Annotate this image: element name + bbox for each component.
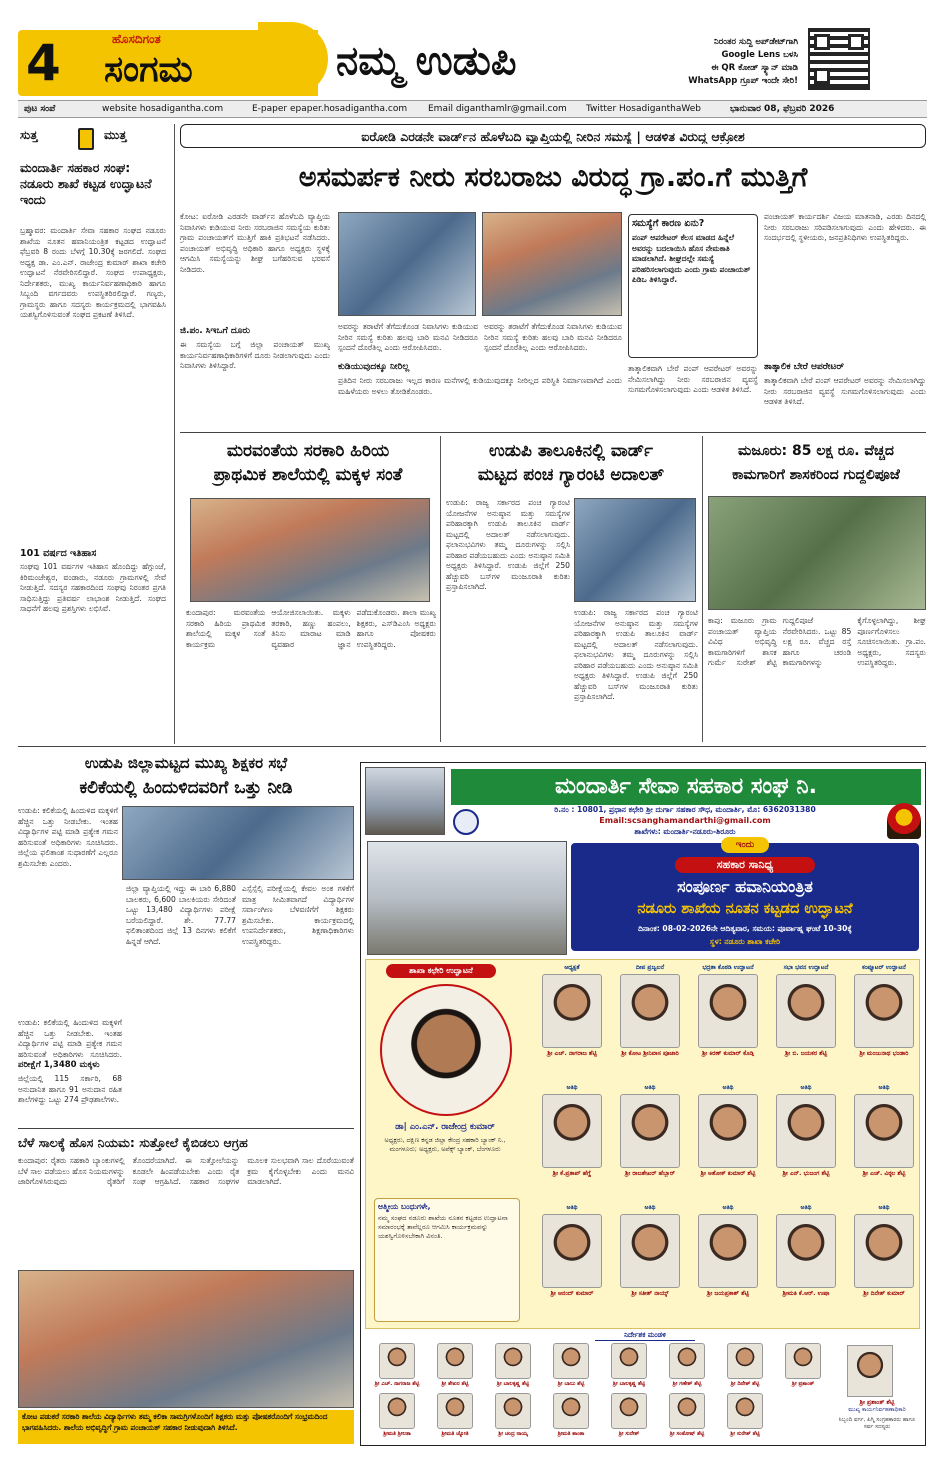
ad-board-name: ಶ್ರೀ ಬಾಬು ಶೆಟ್ಟಿ (557, 1381, 585, 1387)
qr-line-1: ನಿರಂತರ ಸುದ್ದಿ ಅಪ್‌ಡೇಟ್‌ಗಾಗಿ (714, 37, 798, 47)
school-headline-2: ಪ್ರಾಥಮಿಕ ಶಾಲೆಯಲ್ಲಿ ಮಕ್ಕಳ ಸಂತೆ (213, 465, 403, 485)
masthead (18, 22, 927, 100)
ad-guest (772, 964, 840, 1057)
ad-building-photo (365, 767, 445, 835)
ad-guest-photo (542, 1094, 602, 1168)
divider-mid-1 (440, 436, 441, 742)
ad-guest-photo (776, 1094, 836, 1168)
ad-guest-photo (542, 974, 602, 1048)
divider-left (174, 124, 175, 744)
top-subhead-right: ತಾತ್ಕಾಲಿಕ ಬೇರೆ ಆಪರೇಟರ್ (764, 362, 844, 372)
crop-body: ಕುಂದಾಪುರ: ರೈತರು ಸಹಕಾರಿ ಬ್ಯಾಂಕುಗಳಲ್ಲಿ ಬೆಳೆ ಸಾಲ ಪಡೆಯಲು ಹೊಸ ನಿಯಮಗಳನ್ನು ಜಾರಿಗೊಳಿಸಿರುವುದು ರೈತರಿಗೆ ತೊಂದರೆಯಾಗಿದೆ. ಈ ಸುತ್ತೋಲೆಯನ್ನು ಕೂಡಲೇ ಹಿಂಪಡೆಯಬೇಕು ಎಂದು ರೈತ ಸಂಘ ಆಗ್ರಹಿಸಿದೆ. ಸಹಕಾರ ಸಂಘಗಳ ಮೂಲಕ ಸುಲಭವಾಗಿ ಸಾಲ ದೊರೆಯುವಂತೆ ಕ್ರಮ ಕೈಗೊಳ್ಳಬೇಕು ಎಂದು ಮನವಿ ಮಾಡಲಾಗಿದೆ. (18, 1156, 354, 1186)
ad-guest-role: ಅತಿಥಿ (878, 1204, 890, 1211)
ad-guest-name: ಶ್ರೀ ಕೋಟ ಶ್ರೀನಿವಾಸ ಪೂಜಾರಿ (621, 1050, 679, 1057)
ad-branches: ಶಾಖೆಗಳು: ಮಂದಾರ್ತಿ-ನಡೂರು-ಶಿರೂರು (634, 827, 736, 836)
ad-ceo-name: ಶ್ರೀ ಪ್ರಶಾಂತ್ ಶೆಟ್ಟಿ (859, 1399, 895, 1406)
works-headline-1: ಮಜೂರು: 85 ಲಕ್ಷ ರೂ. ವೆಚ್ಚದ (738, 443, 894, 459)
works-photo (708, 496, 926, 610)
divider-mid-stories (18, 746, 926, 747)
ad-board-member (485, 1343, 541, 1388)
ad-guest-role: ಭದ್ರತಾ ಕೊಠಡಿ ಉದ್ಘಾಟನೆ (702, 964, 754, 971)
ad-board-photo (495, 1343, 531, 1379)
left-column (18, 124, 168, 744)
crop-caption: ಕೋಟ ಪಡುಕರೆ ಸರಕಾರಿ ಶಾಲೆಯ ವಿದ್ಯಾರ್ಥಿಗಳು ತಮ್ಮ ಕಲಿಕಾ ಸಾಮಗ್ರಿಗಳೊಂದಿಗೆ ಶಿಕ್ಷಕರು ಮತ್ತು ಪೋಷಕರೊಂದಿಗೆ ಸಂಭ್ರಮದಿಂದ ಭಾಗವಹಿಸಿದರು. ಶಾಲೆಯ ಅಭಿವೃದ್ಧಿಗೆ ಗ್ರಾಮ ಪಂಚಾಯತ್ ಸಹಕಾರ ನೀಡುವುದಾಗಿ ತಿಳಿಸಿದೆ. (18, 1410, 354, 1444)
divider-mid-2 (702, 436, 703, 742)
crop-headline: ಬೆಳೆ ಸಾಲಕ್ಕೆ ಹೊಸ ನಿಯಮ: ಸುತ್ತೋಲೆ ಕೈಬಿಡಲು ಆಗ್ರಹ (18, 1135, 248, 1150)
ad-guest-role: ಅತಿಥಿ (644, 1084, 656, 1091)
ad-board-name: ಶ್ರೀಮತಿ ಶಾಂತಾ (557, 1431, 585, 1437)
teachers-body: ಉಡುಪಿ: ಕಲಿಕೆಯಲ್ಲಿ ಹಿಂದುಳಿದ ಮಕ್ಕಳಿಗೆ ಹೆಚ್ಚಿನ ಒತ್ತು ನೀಡಬೇಕು. ಇಂತಹ ವಿದ್ಯಾರ್ಥಿಗಳ ಪಟ್ಟಿ ಮಾಡಿ ಪ್ರತ್ಯೇಕ ಗಮನ ಹರಿಸುವಂತೆ ಅಧಿಕಾರಿಗಳು ಸೂಚಿಸಿದರು. ಜಿಲ್ಲೆಯ ಫಲಿತಾಂಶ ಸುಧಾರಣೆಗೆ ಎಲ್ಲರೂ ಶ್ರಮಿಸಬೇಕು ಎಂದರು. (18, 806, 118, 868)
qr-line-3: ಈ QR ಕೋಡ್ ಸ್ಕ್ಯಾನ್ ಮಾಡಿ (711, 63, 798, 73)
ad-guest (694, 1204, 762, 1297)
ad-guest-role: ದೀಪ ಪ್ರಜ್ವಲನೆ (635, 964, 665, 971)
ad-guest-name: ಶ್ರೀ ಅಶೋಕ್ ಕುಮಾರ್ ಶೆಟ್ಟಿ (700, 1170, 756, 1177)
ad-guest-name: ಶ್ರೀ ಎನ್. ಭುಜಂಗ ಶೆಟ್ಟಿ (782, 1170, 830, 1177)
ad-header (361, 763, 924, 839)
ad-guest-photo (698, 1214, 758, 1288)
column-label-a: ಸುತ್ತ (20, 128, 38, 142)
ad-guest-photo (698, 974, 758, 1048)
page-number: 4 (26, 34, 61, 92)
ad-board-member (601, 1393, 657, 1438)
brand-small: ಹೊಸದಿಗಂತ (112, 32, 161, 46)
ad-guest-role: ಅತಿಥಿ (800, 1084, 812, 1091)
qr-line-2: Google Lens ಬಳಸಿ (721, 50, 798, 60)
info-twitter[interactable]: Twitter HosadiganthaWeb (586, 104, 702, 114)
ad-board-member (369, 1343, 425, 1388)
divider-top-story (180, 432, 926, 433)
brand-big: ಸಂಗಮ (104, 49, 193, 90)
ad-board-photo (727, 1343, 763, 1379)
ad-guest-photo (854, 1214, 914, 1288)
ad-guest-name: ಶ್ರೀ ಬಿ. ಜಯಕರ ಶೆಟ್ಟಿ (784, 1050, 828, 1057)
left-body-2: ಸಂಘವು 101 ವರ್ಷಗಳ ಇತಿಹಾಸ ಹೊಂದಿದ್ದು ಹೆಗ್ಗುಂಜೆ, ಕಿರಿಮಂಜೇಶ್ವರ, ವಂಡಾರು, ನಡೂರು ಗ್ರಾಮಗಳಲ್ಲಿ ಸೇವೆ ನೀಡುತ್ತಿದೆ. ಸದಸ್ಯರ ಸಹಕಾರದಿಂದ ಸಂಘವು ನಿರಂತರ ಪ್ರಗತಿ ಸಾಧಿಸುತ್ತಿದ್ದು ಪ್ರತಿವರ್ಷ ಲಾಭಾಂಶ ನೀಡುತ್ತಿದೆ. ಸಂಘದ ಸಾಧನೆಗೆ ಹಲವು ಪ್ರಶಸ್ತಿಗಳು ಲಭಿಸಿವೆ. (20, 562, 166, 613)
ad-guest-role: ಅತಿಥಿ (722, 1204, 734, 1211)
ad-board-name: ಶ್ರೀ ಬಾಲಕೃಷ್ಣ ಶೆಟ್ಟಿ (612, 1381, 646, 1387)
top-body-mid: ಅವರನ್ನು ತರಾಟೆಗೆ ತೆಗೆದುಕೊಂಡ ನಿವಾಸಿಗಳು ಕುಡಿಯುವ ನೀರಿನ ಸಮಸ್ಯೆ ಕುರಿತು ಹಲವು ಬಾರಿ ಮನವಿ ನೀಡಿದರೂ ಸ್ಪಂದನೆ ದೊರೆತಿಲ್ಲ ಎಂದು ಆರೋಪಿಸಿದರು. (338, 322, 478, 352)
ad-board-grid (365, 1343, 835, 1443)
ad-board-name: ಶ್ರೀಮತಿ ಶ್ರೀಲತಾ (383, 1431, 411, 1437)
adalat-headline-1: ಉಡುಪಿ ತಾಲೂಕಿನಲ್ಲಿ ವಾರ್ಡ್ (489, 441, 653, 461)
top-subhead-mid: ಕುಡಿಯುವುದಕ್ಕೂ ನೀರಿಲ್ಲ (338, 362, 410, 372)
ad-event-line-2: ನಡೂರು ಶಾಖೆಯ ನೂತನ ಕಟ್ಟಡದ ಉದ್ಘಾಟನೆ (637, 901, 853, 917)
top-byline: ಜಿ.ಪಂ. ಸಿಇಒಗೆ ದೂರು (180, 326, 330, 336)
school-headline-1: ಮರವಂತೆಯ ಸರಕಾರಿ ಹಿರಿಯ (226, 441, 390, 461)
ad-guest-name: ಶ್ರೀ ಜಯಪ್ರಕಾಶ್ ಶೆಟ್ಟಿ (707, 1290, 749, 1297)
ad-guest-role: ಅಧ್ಯಕ್ಷತೆ (564, 964, 580, 971)
ad-board-photo (669, 1393, 705, 1429)
ad-title: ಮಂದಾರ್ತಿ ಸೇವಾ ಸಹಕಾರ ಸಂಘ ನಿ. (451, 769, 921, 805)
ad-guest (694, 964, 762, 1057)
ad-board-member (543, 1343, 599, 1388)
qr-text (618, 36, 798, 88)
adalat-headline-2: ಮಟ್ಟದ ಪಂಚ ಗ್ಯಾರಂಟಿ ಅದಾಲತ್ (477, 465, 665, 485)
ad-board-name: ಶ್ರೀ ಬಾಲಕೃಷ್ಣ ಶೆಟ್ಟಿ (496, 1381, 530, 1387)
ad-board-photo (611, 1393, 647, 1429)
ad-chief-name: ಡಾ| ಎಂ.ಎನ್. ರಾಜೇಂದ್ರ ಕುಮಾರ್ (395, 1122, 495, 1132)
ad-building-render (367, 841, 567, 955)
left-headline: ಮಂದಾರ್ತಿ ಸಹಕಾರ ಸಂಘ: ನಡೂರು ಶಾಖೆ ಕಟ್ಟಡ ಉದ್ಘಾಟನೆ ಇಂದು (20, 160, 152, 207)
top-kicker-text: ಐರೋಡಿ ಎರಡನೇ ವಾರ್ಡ್‌ನ ಹೊಳೆಬದಿ ವ್ಯಾಪ್ತಿಯಲ್ಲಿ ನೀರಿನ ಸಮಸ್ಯೆ | ಆಡಳಿತ ವಿರುದ್ಧ ಆಕ್ರೋಶ (361, 129, 745, 144)
ad-board-photo (669, 1343, 705, 1379)
top-body-mid-3: ಅವರನ್ನು ತರಾಟೆಗೆ ತೆಗೆದುಕೊಂಡ ನಿವಾಸಿಗಳು ಕುಡಿಯುವ ನೀರಿನ ಸಮಸ್ಯೆ ಕುರಿತು ಹಲವು ಬಾರಿ ಮನವಿ ನೀಡಿದರೂ ಸ್ಪಂದನೆ ದೊರೆತಿಲ್ಲ ಎಂದು ಆರೋಪಿಸಿದರು. (484, 322, 622, 352)
ad-guest-role: ಅತಿಥಿ (800, 1204, 812, 1211)
ad-guest-photo (620, 1214, 680, 1288)
ad-guest-role: ಅತಿಥಿ (722, 1084, 734, 1091)
column-label (20, 128, 166, 154)
top-body-right-lower: ತಾತ್ಕಾಲಿಕವಾಗಿ ಬೇರೆ ಪಂಪ್ ಆಪರೇಟರ್ ಅವರನ್ನು ನೇಮಿಸಲಾಗಿದ್ದು ನೀರು ಸರಬರಾಜಿನ ವ್ಯವಸ್ಥೆ ಸುಗಮಗೊಳಿಸಲಾಗುವುದು ಎಂದು ಆಡಳಿತ ತಿಳಿಸಿದೆ. (628, 364, 758, 394)
ad-board-member (369, 1393, 425, 1438)
ad-staff-note: ಸಿಬ್ಬಂದಿ ವರ್ಗ, ಪಿಗ್ಮಿ ಸಂಗ್ರಹಕಾರರು ಹಾಗೂ ಸರ್ವ ಸದಸ್ಯರು (838, 1417, 916, 1430)
column-label-b: ಮುತ್ತ (104, 128, 127, 142)
ad-guest (772, 1204, 840, 1297)
ad-board-name: ಶ್ರೀ ಸಂತೋಷ್ ಶೆಟ್ಟಿ (669, 1431, 705, 1437)
ad-board-photo (437, 1343, 473, 1379)
ad-guest (538, 964, 606, 1057)
adalat-body-2: ಉಡುಪಿ: ರಾಜ್ಯ ಸರ್ಕಾರದ ಪಂಚ ಗ್ಯಾರಂಟಿ ಯೋಜನೆಗಳ ಅನುಷ್ಠಾನ ಮತ್ತು ಸಮಸ್ಯೆಗಳ ಪರಿಹಾರಕ್ಕಾಗಿ ಉಡುಪಿ ತಾಲೂಕಿನ ವಾರ್ಡ್ ಮಟ್ಟದಲ್ಲಿ ಅದಾಲತ್ ನಡೆಸಲಾಗುವುದು. ಫಲಾನುಭವಿಗಳು ತಮ್ಮ ದೂರುಗಳನ್ನು ಸಲ್ಲಿಸಿ ಪರಿಹಾರ ಪಡೆಯಬಹುದು ಎಂದು ಅನುಷ್ಠಾನ ಸಮಿತಿ ಅಧ್ಯಕ್ಷರು ತಿಳಿಸಿದ್ದಾರೆ. ಉಡುಪಿ ಜಿಲ್ಲೆಗೆ 250 ಹೆಚ್ಚುವರಿ ಬಸ್‌ಗಳ ಮಂಜೂರಾತಿ ಕುರಿತು ಪ್ರಸ್ತಾಪಿಸಲಾಗಿದೆ. (574, 608, 698, 701)
ad-guest (538, 1204, 606, 1297)
info-bar (18, 100, 927, 118)
ad-board-name: ಶ್ರೀಮತಿ ಜ್ಯೋತಿ (441, 1431, 469, 1437)
ad-board-member (775, 1343, 831, 1388)
ad-notice (374, 1198, 520, 1322)
ad-today: ಇಂದು (721, 837, 769, 853)
ad-guest (772, 1084, 840, 1177)
left-body: ಬ್ರಹ್ಮಾವರ: ಮಂದಾರ್ತಿ ಸೇವಾ ಸಹಕಾರ ಸಂಘದ ನಡೂರು ಶಾಖೆಯ ನೂತನ ಹವಾನಿಯಂತ್ರಿತ ಕಟ್ಟಡದ ಉದ್ಘಾಟನೆ ಫೆಬ್ರವರಿ 8 ರಂದು ಬೆಳಗ್ಗೆ 10.30ಕ್ಕೆ ಜರಗಲಿದೆ. ಸಂಘದ ಅಧ್ಯಕ್ಷ ಡಾ. ಎಂ.ಎನ್. ರಾಜೇಂದ್ರ ಕುಮಾರ್ ಶಾಖಾ ಕಚೇರಿ ಉದ್ಘಾಟನೆ ನೆರವೇರಿಸಲಿದ್ದಾರೆ. ಸಂಘದ ಉಪಾಧ್ಯಕ್ಷರು, ನಿರ್ದೇಶಕರು, ಮುಖ್ಯ ಕಾರ್ಯನಿರ್ವಹಣಾಧಿಕಾರಿ ಹಾಗೂ ಸಿಬ್ಬಂದಿ ವರ್ಗದವರು ಉಪಸ್ಥಿತರಿರಲಿದ್ದಾರೆ. ಗಣ್ಯರು, ಗ್ರಾಮಸ್ಥರು ಹಾಗೂ ಸದಸ್ಯರು ಕಾರ್ಯಕ್ರಮದಲ್ಲಿ ಭಾಗವಹಿಸಿ ಯಶಸ್ವಿಗೊಳಿಸುವಂತೆ ಸಂಘದ ಪ್ರಕಟಣೆ ತಿಳಿಸಿದೆ. (20, 226, 166, 319)
ad-notice-title: ಆತ್ಮೀಯ ಬಂಧುಗಳೇ, (378, 1202, 431, 1211)
teachers-photo (122, 806, 354, 880)
ad-guest-photo (776, 1214, 836, 1288)
teachers-body-4: ಎಸ್ಸೆಸ್ಸೆಲ್ಸಿ ಪರೀಕ್ಷೆಯಲ್ಲಿ ಕೇವಲ ಅಂಕ ಗಳಿಕೆಗೆ ಮಾತ್ರ ಸೀಮಿತವಾಗದೆ ವಿದ್ಯಾರ್ಥಿಗಳ ಸರ್ವಾಂಗೀಣ ಬೆಳವಣಿಗೆಗೆ ಶಿಕ್ಷಕರು ಶ್ರಮಿಸಬೇಕು. ಕಾರ್ಯಕ್ರಮದಲ್ಲಿ ಉಪನಿರ್ದೇಶಕರು, ಶಿಕ್ಷಣಾಧಿಕಾರಿಗಳು ಉಪಸ್ಥಿತರಿದ್ದರು. (242, 884, 354, 946)
ad-board-photo (437, 1393, 473, 1429)
divider-teachers (18, 1128, 354, 1129)
ad-guest-name: ಶ್ರೀ ಮಂಜುನಾಥ ಭಂಡಾರಿ (859, 1050, 909, 1057)
ad-board-area (365, 1331, 920, 1443)
ad-board-member (717, 1393, 773, 1438)
ad-guest-photo (854, 1094, 914, 1168)
adalat-photo (574, 498, 696, 602)
ad-board-photo (785, 1343, 821, 1379)
ad-board-member (717, 1343, 773, 1388)
ad-guest-name: ಶ್ರೀ ಕೆ.ಪ್ರತಾಪ್ ಹೆಗ್ಡೆ (552, 1170, 592, 1177)
ad-reg-line: ರಿ.ನಂ : 10801, ಪ್ರಧಾನ ಕಛೇರಿ ಶ್ರೀ ದುರ್ಗಾ ಸಹಕಾರ ಸೌಧ, ಮಂದಾರ್ತಿ, ಮೊ: 6362031380 (554, 805, 816, 814)
info-email[interactable]: Email diganthamlr@gmail.com (428, 104, 567, 114)
info-website[interactable]: website hosadigantha.com (102, 104, 224, 114)
ad-guest (616, 1084, 684, 1177)
ad-board-name: ಶ್ರೀ ಗಣೇಶ್ ಶೆಟ್ಟಿ (672, 1381, 702, 1387)
ad-guest-photo (620, 974, 680, 1048)
ad-guest-role: ಸಭಾ ಭವನ ಉದ್ಘಾಟನೆ (783, 964, 829, 971)
ad-guest (850, 964, 918, 1057)
ad-guest-name: ಶ್ರೀ ಎಚ್. ನಾಗರಾಜ ಶೆಟ್ಟಿ (547, 1050, 597, 1057)
ad-board-name: ಶ್ರೀ ಚಂದ್ರ ನಾಯ್ಕ (498, 1431, 528, 1437)
school-body: ಕುಂದಾಪುರ: ಮರವಂತೆಯ ಸರಕಾರಿ ಹಿರಿಯ ಪ್ರಾಥಮಿಕ ಶಾಲೆಯಲ್ಲಿ ಮಕ್ಕಳ ಸಂತೆ ಕಾರ್ಯಕ್ರಮ ಆಯೋಜಿಸಲಾಯಿತು. ಮಕ್ಕಳು ತರಕಾರಿ, ಹಣ್ಣು ಹಂಪಲು, ತಿನಿಸು ಮಾರಾಟ ಮಾಡಿ ವ್ಯವಹಾರ ಜ್ಞಾನ ಪಡೆದುಕೊಂಡರು. ಶಾಲಾ ಮುಖ್ಯ ಶಿಕ್ಷಕರು, ಎಸ್‌ಡಿಎಂಸಿ ಅಧ್ಯಕ್ಷರು ಹಾಗೂ ಪೋಷಕರು ಉಪಸ್ಥಿತರಿದ್ದರು. (186, 608, 436, 649)
ad-board-photo (553, 1393, 589, 1429)
ad-guest (694, 1084, 762, 1177)
ad-email[interactable]: Email:scsanghamandarthi@gmail.com (599, 816, 771, 825)
top-body-mid-2: ಪ್ರತಿದಿನ ನೀರು ಸರಬರಾಜು ಇಲ್ಲದ ಕಾರಣ ಮನೆಗಳಲ್ಲಿ ಕುಡಿಯುವುದಕ್ಕೂ ನೀರಿಲ್ಲದ ಪರಿಸ್ಥಿತಿ ನಿರ್ಮಾಣವಾಗಿದೆ ಎಂದು ಮಹಿಳೆಯರು ಅಳಲು ತೋಡಿಕೊಂಡರು. (338, 376, 622, 396)
ad-board-member (485, 1393, 541, 1438)
problem-box-title: ಸಮಸ್ಯೆಗೆ ಕಾರಣ ಏನು? (632, 218, 705, 229)
ad-event-date: ದಿನಾಂಕ: 08-02-2026ನೇ ಆದಿತ್ಯವಾರ, ಸಮಯ: ಪೂರ್ವಾಹ್ನ ಘಂಟೆ 10-30ಕ್ಕೆ (638, 924, 852, 933)
top-body-left-2: ಈ ಸಮಸ್ಯೆಯ ಬಗ್ಗೆ ಜಿಲ್ಲಾ ಪಂಚಾಯತ್ ಮುಖ್ಯ ಕಾರ್ಯನಿರ್ವಹಣಾಧಿಕಾರಿಗಳಿಗೆ ದೂರು ನೀಡಲಾಗುವುದು ಎಂದು ನಿವಾಸಿಗಳು ತಿಳಿಸಿದ್ದಾರೆ. (180, 340, 330, 370)
ad-board-member (427, 1343, 483, 1388)
ad-board-photo (379, 1393, 415, 1429)
problem-box-body: ಪಂಪ್ ಆಪರೇಟರ್ ಕೆಲಸ ಮಾಡದ ಹಿನ್ನೆಲೆ ಅವರನ್ನು ಬದಲಾಯಿಸಿ ಹೊಸ ನೇಮಕಾತಿ ಮಾಡಲಾಗಿದೆ. ಶೀಘ್ರದಲ್ಲೇ ಸಮಸ್ಯೆ ಪರಿಹರಿಸಲಾಗುವುದು ಎಂದು ಗ್ರಾಮ ಪಂಚಾಯತ್ ಪಿಡಿಒ ತಿಳಿಸಿದ್ದಾರೆ. (632, 233, 751, 284)
ad-chief-photo (380, 984, 512, 1116)
ad-guest-photo (776, 974, 836, 1048)
top-body-right-2: ತಾತ್ಕಾಲಿಕವಾಗಿ ಬೇರೆ ಪಂಪ್ ಆಪರೇಟರ್ ಅವರನ್ನು ನೇಮಿಸಲಾಗಿದ್ದು ನೀರು ಸರಬರಾಜಿನ ವ್ಯವಸ್ಥೆ ಸುಗಮಗೊಳಿಸಲಾಗುವುದು ಎಂದು ಆಡಳಿತ ತಿಳಿಸಿದೆ. (764, 376, 926, 406)
crop-photo (18, 1270, 354, 1408)
ad-board-name: ಶ್ರೀ ಸುರೇಶ್ (618, 1431, 640, 1437)
ad-panel (360, 762, 926, 1446)
ad-board-photo (379, 1343, 415, 1379)
top-photo-left (338, 212, 476, 316)
ad-guest (616, 964, 684, 1057)
ad-board-member (659, 1343, 715, 1388)
ad-ceo-photo (847, 1345, 893, 1397)
qr-line-4: WhatsApp ಗ್ರೂಪ್ ಇಂದೇ ಸೇರಿ! (688, 76, 798, 86)
ad-guest-name: ಶ್ರೀಮತಿ ಕೆ.ಆರ್. ಉಷಾ (782, 1290, 830, 1297)
ad-board-photo (553, 1343, 589, 1379)
problem-box (628, 214, 758, 358)
ad-board-member (601, 1343, 657, 1388)
ad-guest-name: ಶ್ರೀ ಆನಂದ್ ಕುಮಾರ್ (550, 1290, 594, 1297)
ad-guest-role: ಅತಿಥಿ (644, 1204, 656, 1211)
ad-chief-desc: ಅಧ್ಯಕ್ಷರು, ದಕ್ಷಿಣ ಕನ್ನಡ ಜಿಲ್ಲಾ ಕೇಂದ್ರ ಸಹಕಾರಿ ಬ್ಯಾಂಕ್ ನಿ., ಮಂಗಳೂರು; ಅಧ್ಯಕ್ಷರು, ಅಪೆಕ್ಸ್ ಬ್ಯಾಂಕ್, ಬೆಂಗಳೂರು (384, 1136, 506, 1153)
ad-ceo-title: ಮುಖ್ಯ ಕಾರ್ಯನಿರ್ವಹಣಾಧಿಕಾರಿ (848, 1407, 906, 1413)
top-photo-right (482, 212, 622, 316)
ad-board-member (659, 1393, 715, 1438)
works-headline-2: ಕಾಮಗಾರಿಗೆ ಶಾಸಕರಿಂದ ಗುದ್ದಲಿಪೂಜೆ (732, 467, 900, 483)
info-epaper[interactable]: E-paper epaper.hosadigantha.com (252, 104, 408, 114)
teachers-subhead: ಪರೀಕ್ಷೆಗೆ 1,3480 ಮಕ್ಕಳು (18, 1060, 100, 1070)
ad-board-name: ಶ್ರೀ ಪ್ರಶಾಂತ್ (791, 1381, 815, 1387)
ad-board-member (427, 1393, 483, 1438)
ad-board-name: ಶ್ರೀ ದಿನೇಶ್ ಶೆಟ್ಟಿ (730, 1381, 760, 1387)
ad-emblem-icon (453, 809, 479, 835)
ad-event-sub: ಸ್ಥಳ: ನಡೂರು ಶಾಖಾ ಕಚೇರಿ (709, 937, 781, 946)
ad-guest-photo (542, 1214, 602, 1288)
teachers-headline-1: ಉಡುಪಿ ಜಿಲ್ಲಾಮಟ್ಟದ ಮುಖ್ಯ ಶಿಕ್ಷಕರ ಸಭೆ (84, 754, 288, 772)
teachers-body-5: ಉಡುಪಿ: ಕಲಿಕೆಯಲ್ಲಿ ಹಿಂದುಳಿದ ಮಕ್ಕಳಿಗೆ ಹೆಚ್ಚಿನ ಒತ್ತು ನೀಡಬೇಕು. ಇಂತಹ ವಿದ್ಯಾರ್ಥಿಗಳ ಪಟ್ಟಿ ಮಾಡಿ ಪ್ರತ್ಯೇಕ ಗಮನ ಹರಿಸುವಂತೆ ಅಧಿಕಾರಿಗಳು ಸೂಚಿಸಿದರು. (18, 1018, 122, 1058)
ad-guest (616, 1204, 684, 1297)
top-body-right: ಪಂಚಾಯತ್ ಕಾರ್ಯದರ್ಶಿ ವಿಜಯ ಮಾತನಾಡಿ, ಎರಡು ದಿನದಲ್ಲಿ ನೀರು ಸರಬರಾಜು ಸರಿಪಡಿಸಲಾಗುವುದು ಎಂದು ಹೇಳಿದರು. ಈ ಸಂದರ್ಭದಲ್ಲಿ ಸ್ಥಳೀಯರು, ಜನಪ್ರತಿನಿಧಿಗಳು ಉಪಸ್ಥಿತರಿದ್ದರು. (764, 212, 926, 242)
teachers-body-3: ಜಿಲ್ಲಾ ವ್ಯಾಪ್ತಿಯಲ್ಲಿ ಇದ್ದು ಈ ಬಾರಿ 6,880 ಬಾಲಕರು, 6,600 ಬಾಲಕಿಯರು ಸೇರಿದಂತೆ ಒಟ್ಟು 13,480 ವಿದ್ಯಾರ್ಥಿಗಳು ಪರೀಕ್ಷೆ ಬರೆಯಲಿದ್ದಾರೆ. ಶೇ. 77.77 ಫಲಿತಾಂಶದಿಂದ ಜಿಲ್ಲೆ 13 ದಿನಗಳು ಕಲಿಕೆಗೆ ಹಿನ್ನಡೆ ಆಗಿದೆ. (126, 884, 236, 946)
ad-guest-name: ಶ್ರೀ ದಿನೇಶ್ ಕುಮಾರ್ (863, 1290, 905, 1297)
left-subhead: 101 ವರ್ಷದ ಇತಿಹಾಸ (20, 548, 97, 559)
ad-board-photo (727, 1393, 763, 1429)
ad-guest-role: ಕಂಪ್ಯೂಟರ್ ಉದ್ಘಾಟನೆ (862, 964, 906, 971)
ad-board-member (543, 1393, 599, 1438)
ad-presence: ಸಹಕಾರ ಸಾನಿಧ್ಯ (675, 857, 815, 873)
top-body-left: ಕೋಟ: ಐರೋಡಿ ಎರಡನೇ ವಾರ್ಡ್‌ನ ಹೊಳೆಬದಿ ವ್ಯಾಪ್ತಿಯ ನಿವಾಸಿಗಳು ಕುಡಿಯುವ ನೀರು ಸರಬರಾಜಿನ ಸಮಸ್ಯೆಯ ಕುರಿತು ಗ್ರಾಮ ಪಂಚಾಯತ್‌ಗೆ ಮುತ್ತಿಗೆ ಹಾಕಿ ಪ್ರತಿಭಟನೆ ನಡೆಸಿದರು. ಪಂಚಾಯತ್ ಅಭಿವೃದ್ಧಿ ಅಧಿಕಾರಿ ಹಾಗೂ ಅಧ್ಯಕ್ಷರು ಸ್ಥಳಕ್ಕೆ ಆಗಮಿಸಿ ಸಮಸ್ಯೆಯನ್ನು ಶೀಘ್ರ ಬಗೆಹರಿಸುವ ಭರವಸೆ ನೀಡಿದರು. (180, 212, 330, 274)
column-door-icon (78, 128, 94, 150)
ad-guest (538, 1084, 606, 1177)
info-section: ಪುಟ ಸಂಪೆ (24, 104, 56, 114)
top-headline: ಅಸಮರ್ಪಕ ನೀರು ಸರಬರಾಜು ವಿರುದ್ಧ ಗ್ರಾ.ಪಂ.ಗೆ ಮುತ್ತಿಗೆ (298, 162, 808, 193)
ad-board-label: ನಿರ್ದೇಶಕ ಮಂಡಳಿ (595, 1331, 695, 1341)
ad-deity-image (887, 803, 921, 839)
ad-guest-name: ಶ್ರೀ ಎಚ್. ವಿಠ್ಠಲ ಶೆಟ್ಟಿ (862, 1170, 906, 1177)
top-kicker (180, 124, 926, 148)
ad-guest-name: ಶ್ರೀ ಸತೀಶ್ ನಾಯ್ಕ್ (631, 1290, 669, 1297)
ad-inaugurator-label: ಶಾಖಾ ಕಛೇರಿ ಉದ್ಘಾಟನೆ (386, 964, 496, 978)
ad-board-name: ಶ್ರೀ ಎಚ್. ನಾಗರಾಜ ಶೆಟ್ಟಿ (374, 1381, 420, 1387)
ad-board-name: ಶ್ರೀ ಸುರೇಶ್ ಶೆಟ್ಟಿ (730, 1431, 760, 1437)
ad-board-photo (611, 1343, 647, 1379)
ad-guest-role: ಅತಿಥಿ (566, 1084, 578, 1091)
ad-guest-photo (620, 1094, 680, 1168)
qr-code-icon[interactable] (808, 28, 870, 90)
ad-guest-photo (854, 974, 914, 1048)
ad-guest (850, 1204, 918, 1297)
ad-guest-role: ಅತಿಥಿ (878, 1084, 890, 1091)
ad-notice-body: ನಮ್ಮ ಸಂಘದ ನಡೂರು ಶಾಖೆಯ ನೂತನ ಕಟ್ಟಡದ ಉದ್ಘಾಟನಾ ಸಮಾರಂಭಕ್ಕೆ ತಾವೆಲ್ಲರೂ ಆಗಮಿಸಿ ಕಾರ್ಯಕ್ರಮವನ್ನು ಯಶಸ್ವಿಗೊಳಿಸಬೇಕಾಗಿ ವಿನಂತಿ. (378, 1214, 508, 1240)
edition-title: ನಮ್ಮ ಉಡುಪಿ (336, 38, 517, 84)
school-photo (190, 498, 430, 602)
ad-guest (850, 1084, 918, 1177)
teachers-body-2: ಜಿಲ್ಲೆಯಲ್ಲಿ 115 ಸರ್ಕಾರಿ, 68 ಅನುದಾನಿತ ಹಾಗೂ 91 ಅನುದಾನ ರಹಿತ ಶಾಲೆಗಳಿದ್ದು ಒಟ್ಟು 274 ಪ್ರೌಢಶಾಲೆಗಳು. (18, 1074, 122, 1104)
info-date: ಭಾನುವಾರ 08, ಫೆಬ್ರವರಿ 2026 (730, 104, 835, 114)
ad-event-line-1: ಸಂಪೂರ್ಣ ಹವಾನಿಯಂತ್ರಿತ (677, 877, 813, 896)
ad-guest-role: ಅತಿಥಿ (566, 1204, 578, 1211)
works-body: ಕಾಪು: ಮಜೂರು ಗ್ರಾಮ ಪಂಚಾಯತ್ ವ್ಯಾಪ್ತಿಯ ವಿವಿಧ ಅಭಿವೃದ್ಧಿ ಕಾಮಗಾರಿಗಳಿಗೆ ಶಾಸಕ ಗುರ್ಮೆ ಸುರೇಶ್ ಶೆಟ್ಟಿ ಗುದ್ದಲಿಪೂಜೆ ನೆರವೇರಿಸಿದರು. ಒಟ್ಟು 85 ಲಕ್ಷ ರೂ. ವೆಚ್ಚದ ರಸ್ತೆ ಹಾಗೂ ಚರಂಡಿ ಕಾಮಗಾರಿಗಳನ್ನು ಕೈಗೊಳ್ಳಲಾಗಿದ್ದು, ಶೀಘ್ರ ಪೂರ್ಣಗೊಳಿಸಲು ಸೂಚಿಸಲಾಯಿತು. ಗ್ರಾ.ಪಂ. ಅಧ್ಯಕ್ಷರು, ಸದಸ್ಯರು ಉಪಸ್ಥಿತರಿದ್ದರು. (708, 616, 926, 667)
ad-guests-area (365, 959, 920, 1329)
ad-guest-grid (526, 964, 918, 1326)
ad-guest-name: ಶ್ರೀ ರಾಜಶೇಖರ್ ಹೆಬ್ಬಾರ್ (625, 1170, 675, 1177)
ad-guest-photo (698, 1094, 758, 1168)
ad-board-name: ಶ್ರೀ ಶೇಖರ ಶೆಟ್ಟಿ (441, 1381, 469, 1387)
adalat-body: ಉಡುಪಿ: ರಾಜ್ಯ ಸರ್ಕಾರದ ಪಂಚ ಗ್ಯಾರಂಟಿ ಯೋಜನೆಗಳ ಅನುಷ್ಠಾನ ಮತ್ತು ಸಮಸ್ಯೆಗಳ ಪರಿಹಾರಕ್ಕಾಗಿ ಉಡುಪಿ ತಾಲೂಕಿನ ವಾರ್ಡ್ ಮಟ್ಟದಲ್ಲಿ ಅದಾಲತ್ ನಡೆಸಲಾಗುವುದು. ಫಲಾನುಭವಿಗಳು ತಮ್ಮ ದೂರುಗಳನ್ನು ಸಲ್ಲಿಸಿ ಪರಿಹಾರ ಪಡೆಯಬಹುದು ಎಂದು ಅನುಷ್ಠಾನ ಸಮಿತಿ ಅಧ್ಯಕ್ಷರು ತಿಳಿಸಿದ್ದಾರೆ. ಉಡುಪಿ ಜಿಲ್ಲೆಗೆ 250 ಹೆಚ್ಚುವರಿ ಬಸ್‌ಗಳ ಮಂಜೂರಾತಿ ಕುರಿತು ಪ್ರಸ್ತಾಪಿಸಲಾಗಿದೆ. (446, 498, 570, 591)
ad-guest-name: ಶ್ರೀ ಕಿರಣ್ ಕುಮಾರ್ ಕೊಡ್ಗಿ (701, 1050, 755, 1057)
ad-event-banner (571, 840, 919, 951)
teachers-headline-2: ಕಲಿಕೆಯಲ್ಲಿ ಹಿಂದುಳಿದವರಿಗೆ ಒತ್ತು ನೀಡಿ (79, 778, 293, 798)
ad-board-photo (495, 1393, 531, 1429)
